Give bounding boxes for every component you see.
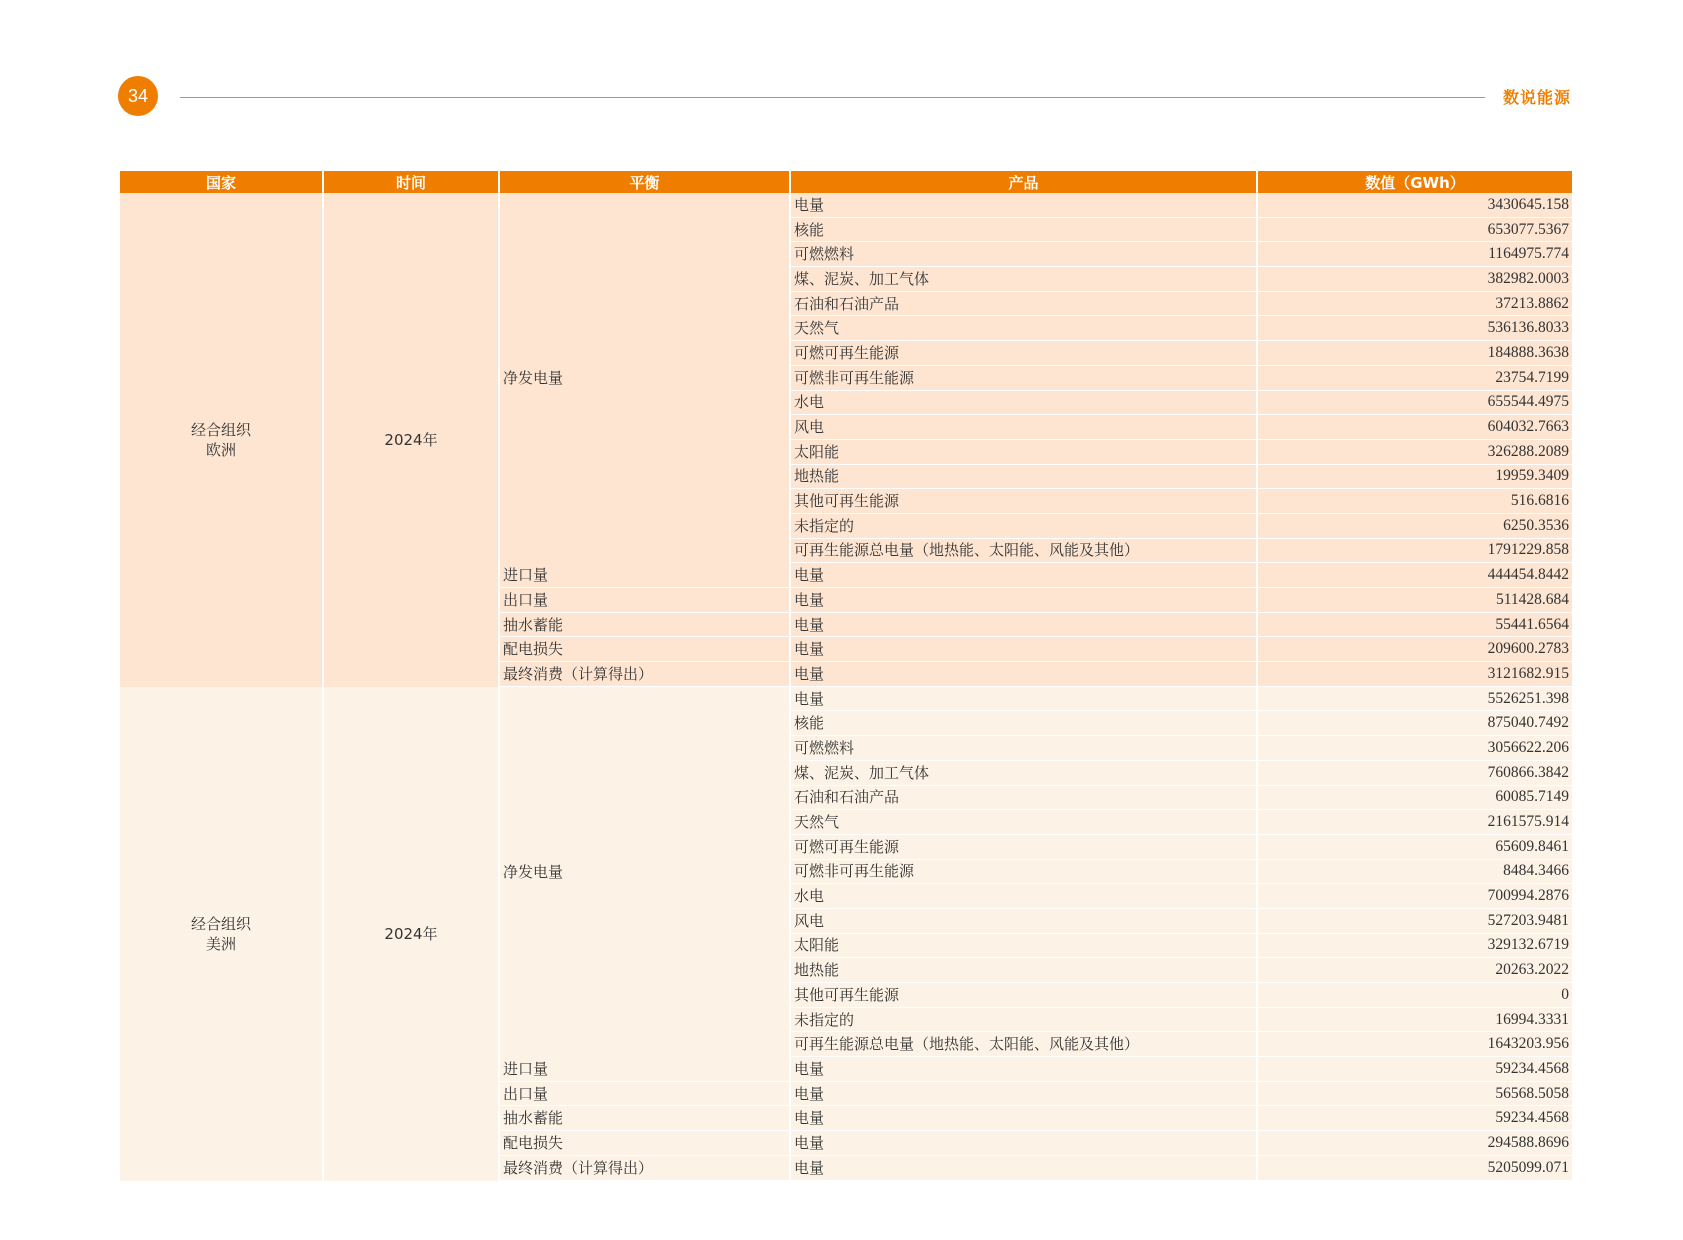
- product-cell: 电量: [791, 1057, 1258, 1082]
- balance-cell: 配电损失: [500, 1131, 791, 1156]
- value-cell: 1164975.774: [1258, 242, 1572, 267]
- value-cell: 0: [1258, 983, 1572, 1008]
- country-name-line: 美洲: [205, 934, 236, 953]
- product-cell: 可燃可再生能源: [791, 835, 1258, 860]
- country-cell: [120, 687, 324, 1181]
- table-header-row: [120, 171, 1572, 193]
- product-cell: 煤、泥炭、加工气体: [791, 267, 1258, 292]
- value-cell: 329132.6719: [1258, 934, 1572, 959]
- value-cell: 294588.8696: [1258, 1131, 1572, 1156]
- value-cell: 700994.2876: [1258, 884, 1572, 909]
- balance-cell: 进口量: [500, 563, 791, 588]
- balance-cell: 抽水蓄能: [500, 1106, 791, 1131]
- product-cell: 未指定的: [791, 1008, 1258, 1033]
- country-name-line: 欧洲: [205, 440, 236, 459]
- value-cell: 65609.8461: [1258, 835, 1572, 860]
- product-cell: 核能: [791, 711, 1258, 736]
- product-cell: 其他可再生能源: [791, 983, 1258, 1008]
- value-cell: 604032.7663: [1258, 415, 1572, 440]
- value-cell: 382982.0003: [1258, 267, 1572, 292]
- product-cell: 电量: [791, 613, 1258, 638]
- balance-cell: 进口量: [500, 1057, 791, 1082]
- product-cell: 可燃燃料: [791, 242, 1258, 267]
- product-cell: 可燃非可再生能源: [791, 860, 1258, 885]
- product-cell: 电量: [791, 662, 1258, 687]
- value-cell: 3121682.915: [1258, 662, 1572, 687]
- value-cell: 516.6816: [1258, 489, 1572, 514]
- product-cell: 电量: [791, 563, 1258, 588]
- value-cell: 5205099.071: [1258, 1156, 1572, 1181]
- product-cell: 电量: [791, 1131, 1258, 1156]
- value-cell: 56568.5058: [1258, 1082, 1572, 1107]
- value-cell: 326288.2089: [1258, 440, 1572, 465]
- header-time: 时间: [324, 171, 500, 193]
- balance-cell: 净发电量: [500, 193, 791, 563]
- energy-balance-table: [120, 171, 1572, 1181]
- product-cell: 电量: [791, 588, 1258, 613]
- value-cell: 23754.7199: [1258, 366, 1572, 391]
- header-value: 数值（GWh）: [1258, 171, 1572, 193]
- header-country: 国家: [120, 171, 324, 193]
- value-cell: 37213.8862: [1258, 292, 1572, 317]
- value-cell: 875040.7492: [1258, 711, 1572, 736]
- product-cell: 核能: [791, 218, 1258, 243]
- value-cell: 6250.3536: [1258, 514, 1572, 539]
- product-cell: 水电: [791, 884, 1258, 909]
- value-cell: 59234.4568: [1258, 1057, 1572, 1082]
- table-row: [120, 687, 1572, 712]
- time-cell: 2024年: [324, 193, 500, 687]
- value-cell: 209600.2783: [1258, 637, 1572, 662]
- country-name-line: 经合组织: [190, 914, 251, 933]
- product-cell: 可燃非可再生能源: [791, 366, 1258, 391]
- value-cell: 8484.3466: [1258, 860, 1572, 885]
- product-cell: 风电: [791, 415, 1258, 440]
- balance-cell: 抽水蓄能: [500, 613, 791, 638]
- value-cell: 3056622.206: [1258, 736, 1572, 761]
- header-balance: 平衡: [500, 171, 791, 193]
- product-cell: 可燃可再生能源: [791, 341, 1258, 366]
- value-cell: 1643203.956: [1258, 1032, 1572, 1057]
- product-cell: 电量: [791, 1106, 1258, 1131]
- product-cell: 石油和石油产品: [791, 786, 1258, 811]
- header-divider: [180, 97, 1485, 98]
- product-cell: 电量: [791, 1082, 1258, 1107]
- product-cell: 电量: [791, 687, 1258, 712]
- product-cell: 未指定的: [791, 514, 1258, 539]
- value-cell: 511428.684: [1258, 588, 1572, 613]
- product-cell: 太阳能: [791, 440, 1258, 465]
- table-row: [120, 193, 1572, 218]
- value-cell: 55441.6564: [1258, 613, 1572, 638]
- balance-cell: 最终消费（计算得出）: [500, 662, 791, 687]
- value-cell: 1791229.858: [1258, 539, 1572, 564]
- value-cell: 536136.8033: [1258, 316, 1572, 341]
- product-cell: 可燃燃料: [791, 736, 1258, 761]
- table-body: [120, 193, 1572, 1181]
- value-cell: 20263.2022: [1258, 958, 1572, 983]
- section-title: 数说能源: [1502, 88, 1571, 107]
- product-cell: 地热能: [791, 958, 1258, 983]
- product-cell: 天然气: [791, 316, 1258, 341]
- balance-cell: 净发电量: [500, 687, 791, 1057]
- value-cell: 19959.3409: [1258, 465, 1572, 490]
- value-cell: 16994.3331: [1258, 1008, 1572, 1033]
- value-cell: 3430645.158: [1258, 193, 1572, 218]
- country-name-line: 经合组织: [190, 420, 251, 439]
- value-cell: 760866.3842: [1258, 761, 1572, 786]
- product-cell: 石油和石油产品: [791, 292, 1258, 317]
- product-cell: 可再生能源总电量（地热能、太阳能、风能及其他）: [791, 1032, 1258, 1057]
- product-cell: 煤、泥炭、加工气体: [791, 761, 1258, 786]
- value-cell: 5526251.398: [1258, 687, 1572, 712]
- country-cell: [120, 193, 324, 687]
- value-cell: 444454.8442: [1258, 563, 1572, 588]
- product-cell: 地热能: [791, 465, 1258, 490]
- value-cell: 653077.5367: [1258, 218, 1572, 243]
- product-cell: 太阳能: [791, 934, 1258, 959]
- product-cell: 水电: [791, 391, 1258, 416]
- product-cell: 电量: [791, 1156, 1258, 1181]
- product-cell: 电量: [791, 193, 1258, 218]
- product-cell: 风电: [791, 909, 1258, 934]
- product-cell: 可再生能源总电量（地热能、太阳能、风能及其他）: [791, 539, 1258, 564]
- value-cell: 60085.7149: [1258, 786, 1572, 811]
- time-cell: 2024年: [324, 687, 500, 1181]
- value-cell: 655544.4975: [1258, 391, 1572, 416]
- value-cell: 184888.3638: [1258, 341, 1572, 366]
- value-cell: 2161575.914: [1258, 810, 1572, 835]
- value-cell: 59234.4568: [1258, 1106, 1572, 1131]
- product-cell: 电量: [791, 637, 1258, 662]
- balance-cell: 配电损失: [500, 637, 791, 662]
- page-number-badge: 34: [118, 76, 158, 116]
- balance-cell: 最终消费（计算得出）: [500, 1156, 791, 1181]
- product-cell: 天然气: [791, 810, 1258, 835]
- balance-cell: 出口量: [500, 1082, 791, 1107]
- product-cell: 其他可再生能源: [791, 489, 1258, 514]
- header-product: 产品: [791, 171, 1258, 193]
- balance-cell: 出口量: [500, 588, 791, 613]
- value-cell: 527203.9481: [1258, 909, 1572, 934]
